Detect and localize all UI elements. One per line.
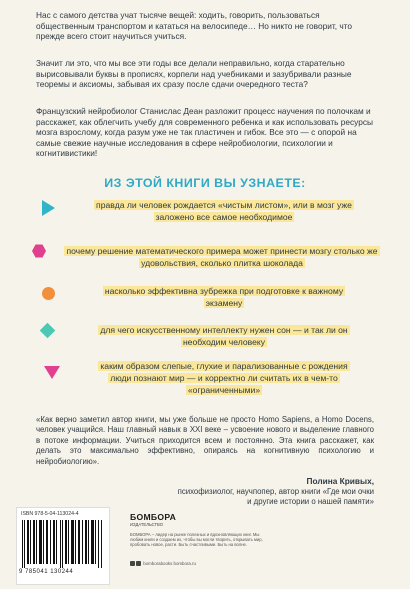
- social-links: bomborabooks bombora.ru: [143, 561, 196, 566]
- section-heading: ИЗ ЭТОЙ КНИГИ ВЫ УЗНАЕТЕ:: [104, 176, 306, 190]
- bullet-text-4: для чего искусственному интеллекту нужен сон — и так ли он необходим человеку: [100, 325, 348, 347]
- barcode-area: [16, 507, 110, 585]
- social-icon: [130, 561, 135, 566]
- bullet-item-2: [62, 245, 382, 269]
- publisher-logo: БОМБОРА: [130, 512, 177, 522]
- bullet-item-1: [88, 199, 360, 223]
- diamond-icon: [40, 323, 56, 339]
- intro-paragraph-2: Значит ли это, что мы все эти годы все делали неправильно, когда старательно вырисовывали буквы в прописях, корпели над учебниками и зазубривали разные теоремы и аксиомы, забывая их сразу после сдачи очередного теста?: [36, 58, 352, 90]
- publisher-description: БОМБОРА – лидер на рынке полезных и вдохновляющих книг. Мы любим книги и создаем их, чтобы вы могли творить, открывать мир, пробовать новое, расти. Быть счастливыми. Быть на волне.: [130, 532, 263, 548]
- hexagon-icon: [32, 244, 46, 258]
- triangle-icon: [42, 200, 55, 216]
- bullet-text-2: почему решение математического примера может принести мозгу столько же удовольствия, сколько плитка шоколада: [66, 246, 378, 268]
- bullet-item-4: [88, 324, 360, 348]
- bullet-text-1: правда ли человек рождается «чистым листом», или в мозг уже заложено все самое необходимое: [96, 200, 352, 222]
- bullet-item-3: [88, 285, 360, 309]
- author-name: Полина Кривых,: [306, 476, 374, 486]
- bullet-text-3: насколько эффективна зубрежка при подготовке к важному экзамену: [104, 286, 344, 308]
- social-icon: [136, 561, 141, 566]
- intro-paragraph-1: Нас с самого детства учат тысяче вещей: ходить, говорить, пользоваться общественным транспортом и кататься на велосипеде… Но никто не говорит, что прежде всего стоит научиться учиться.: [36, 10, 352, 42]
- author-credentials-1: психофизиолог, научпопер, автор книги «Где мои очки: [177, 486, 374, 496]
- intro-paragraph-3: Французский нейробиолог Станислас Деан разложит процесс научения по полочкам и расскажет, как облегчить учебу для современного ребенка и как использовать ресурсы мозга взрослому, когда разум уже не так пластичен и гибок. Все это — с опорой на самые свежие научные исследования в сфере нейробиологии, психологии и когнитивистики!: [36, 106, 373, 159]
- isbn-label: ISBN 978-5-04-113024-4: [21, 511, 79, 517]
- publisher-social: [130, 561, 196, 566]
- quote-author: [134, 477, 374, 506]
- review-quote: «Как верно заметил автор книги, мы уже больше не просто Homo Sapiens, а Homo Docens, человек учащийся. Наш главный навык в XXI веке – усвоение нового и выделение главного в потоке информации. Учиться приходится всем и постоянно. Эта книга расскажет, как делать это максимально эффективно, опираясь на когнитивную психологию и нейробиологию».: [36, 415, 374, 466]
- bullet-item-5: [88, 360, 360, 396]
- barcode-icon: [22, 520, 104, 568]
- author-credentials-2: и другие истории о нашей памяти»: [247, 496, 374, 506]
- publisher-subtitle: ИЗДАТЕЛЬСТВО: [130, 522, 163, 527]
- circle-icon: [42, 287, 55, 300]
- barcode-number: 9 785041 130244: [19, 569, 74, 575]
- bullet-text-5: каким образом слепые, глухие и парализованные с рождения люди познают мир — и корректно ли считать их в чем-то «ограниченными»: [100, 361, 348, 395]
- triangle-down-icon: [44, 366, 60, 379]
